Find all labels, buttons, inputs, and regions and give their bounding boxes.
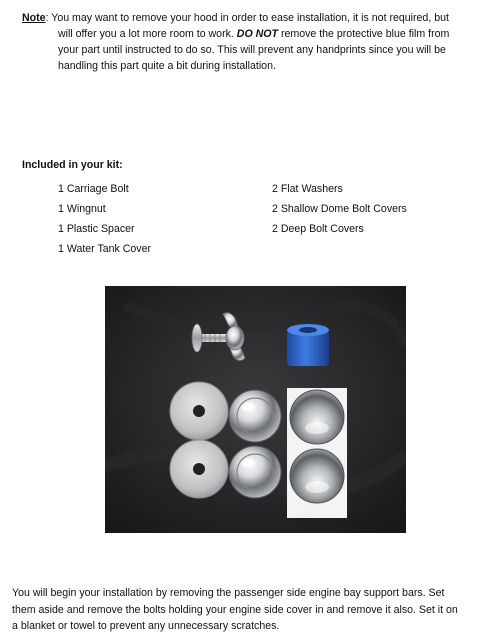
- install-line-2: them aside and remove the bolts holding your engine side cover in and remove it also. Set it on: [12, 603, 458, 616]
- kit-item: 1 Plastic Spacer: [58, 223, 135, 235]
- install-instructions: [12, 585, 482, 635]
- install-line-3: a blanket or towel to prevent any unnecessary scratches.: [12, 620, 280, 632]
- note-label: Note: [22, 12, 46, 24]
- kit-item: 1 Wingnut: [58, 203, 106, 215]
- kit-list-left: [58, 179, 151, 259]
- kit-parts-photo: [105, 286, 406, 533]
- kit-list-right: [272, 179, 407, 239]
- note-line-1: [22, 10, 478, 26]
- note-line-2-text-b: remove the protective blue film from: [278, 28, 450, 40]
- flat-washer-icon: [170, 440, 228, 498]
- deep-bolt-covers-icon: [287, 388, 347, 518]
- note-emphasis: DO NOT: [236, 28, 278, 40]
- flat-washer-icon: [170, 382, 228, 440]
- kit-item: 1 Water Tank Cover: [58, 243, 152, 255]
- note-line-1-text: : You may want to remove your hood in order to ease installation, it is not required, but: [45, 12, 449, 24]
- kit-heading: Included in your kit:: [22, 159, 123, 171]
- note-line-2-text-a: will offer you a lot more room to work.: [58, 28, 237, 40]
- install-line-1: You will begin your installation by removing the passenger side engine bay support bars. Set: [12, 587, 445, 599]
- note-paragraph: [22, 10, 478, 74]
- plastic-spacer-icon: [287, 324, 329, 366]
- shallow-dome-bolt-cover-icon: [229, 390, 281, 442]
- kit-item: 2 Deep Bolt Covers: [272, 223, 364, 235]
- note-line-3: your part until instructed to do so. This will prevent any handprints since you will be: [58, 44, 446, 56]
- kit-item: 1 Carriage Bolt: [58, 183, 129, 195]
- shallow-dome-bolt-cover-icon: [229, 446, 281, 498]
- note-line-2: [22, 26, 478, 42]
- kit-item: 2 Flat Washers: [272, 183, 343, 195]
- note-line-4: handling this part quite a bit during installation.: [58, 60, 276, 72]
- kit-parts-illustration: [105, 286, 406, 533]
- kit-item: 2 Shallow Dome Bolt Covers: [272, 203, 407, 215]
